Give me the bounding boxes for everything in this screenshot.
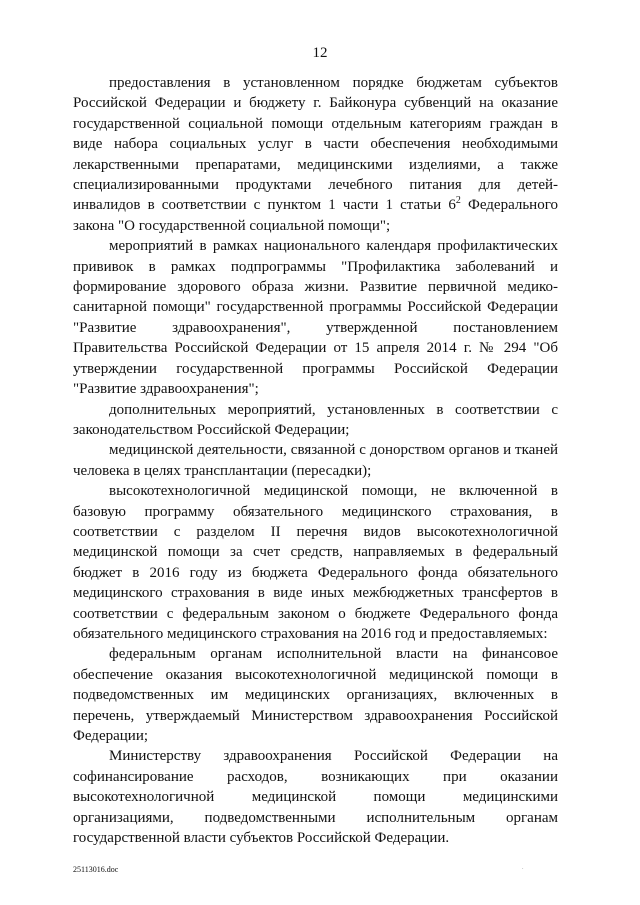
paragraph-5: высокотехнологичной медицинской помощи, не включенной в базовую программу обязательного медицинского страхования, в соответствии с разделом II перечня видов высокотехнологичной медицинской помощи за счет средств, направляемых в федеральный бюджет в 2016 году из бюджета Федерального фонда обязательного медицинского страхования в виде иных межбюджетных трансфертов в соответствии с федеральным законом о бюджете Федерального фонда обязательного медицинского страхования на 2016 год и предоставляемых: bbox=[73, 483, 558, 642]
paragraph-4: медицинской деятельности, связанной с донорством органов и тканей человека в целях трансплантации (пересадки); bbox=[73, 442, 558, 479]
paragraph-1 bbox=[73, 73, 558, 236]
paragraph-6: федеральным органам исполнительной власти на финансовое обеспечение оказания высокотехнологичной медицинской помощи в подведомственных им медицинских организациях, включенных в перечень, утверждаемый Министерством здравоохранения Российской Федерации; bbox=[73, 646, 558, 744]
footer-mark: . bbox=[522, 865, 524, 871]
paragraph-3: дополнительных мероприятий, установленных в соответствии с законодательством Российской Федерации; bbox=[73, 401, 558, 438]
superscript: 2 bbox=[455, 195, 461, 207]
paragraph-7: Министерству здравоохранения Российской Федерации на софинансирование расходов, возникающих при оказании высокотехнологичной медицинской помощи медицинскими организациями, подведомственными исполнительным органам государственной власти субъектов Российской Федерации. bbox=[73, 748, 558, 847]
paragraph-2: мероприятий в рамках национального календаря профилактических прививок в рамках подпрограммы "Профилактика заболеваний и формирование здорового образа жизни. Развитие первичной медико-санитарной помощи" государственной программы Российской Федерации "Развитие здравоохранения", утвержденной постановлением Правительства Российской Федерации от 15 апреля 2014 г. № 294 "Об утверждении государственной программы Российской Федерации "Развитие здравоохранения"; bbox=[73, 238, 558, 398]
paragraph-1-text: предоставления в установленном порядке бюджетам субъектов Российской Федерации и бюджету г. Байконура субвенций на оказание государственной социальной помощи отдельным категориям граждан в виде набора социальных услуг в части обеспечения необходимыми лекарственными препаратами, медицинскими изделиями, а также специализированными продуктами лечебного питания для детей-инвалидов в соответствии с пунктом 1 части 1 статьи 6 bbox=[73, 75, 558, 214]
body-text bbox=[73, 73, 558, 848]
footer-filename: 25113016.doc bbox=[73, 865, 119, 874]
paragraph-1-text-end: Федерального закона "О государственной социальной помощи"; bbox=[73, 197, 558, 234]
page-number: 12 bbox=[312, 45, 328, 61]
